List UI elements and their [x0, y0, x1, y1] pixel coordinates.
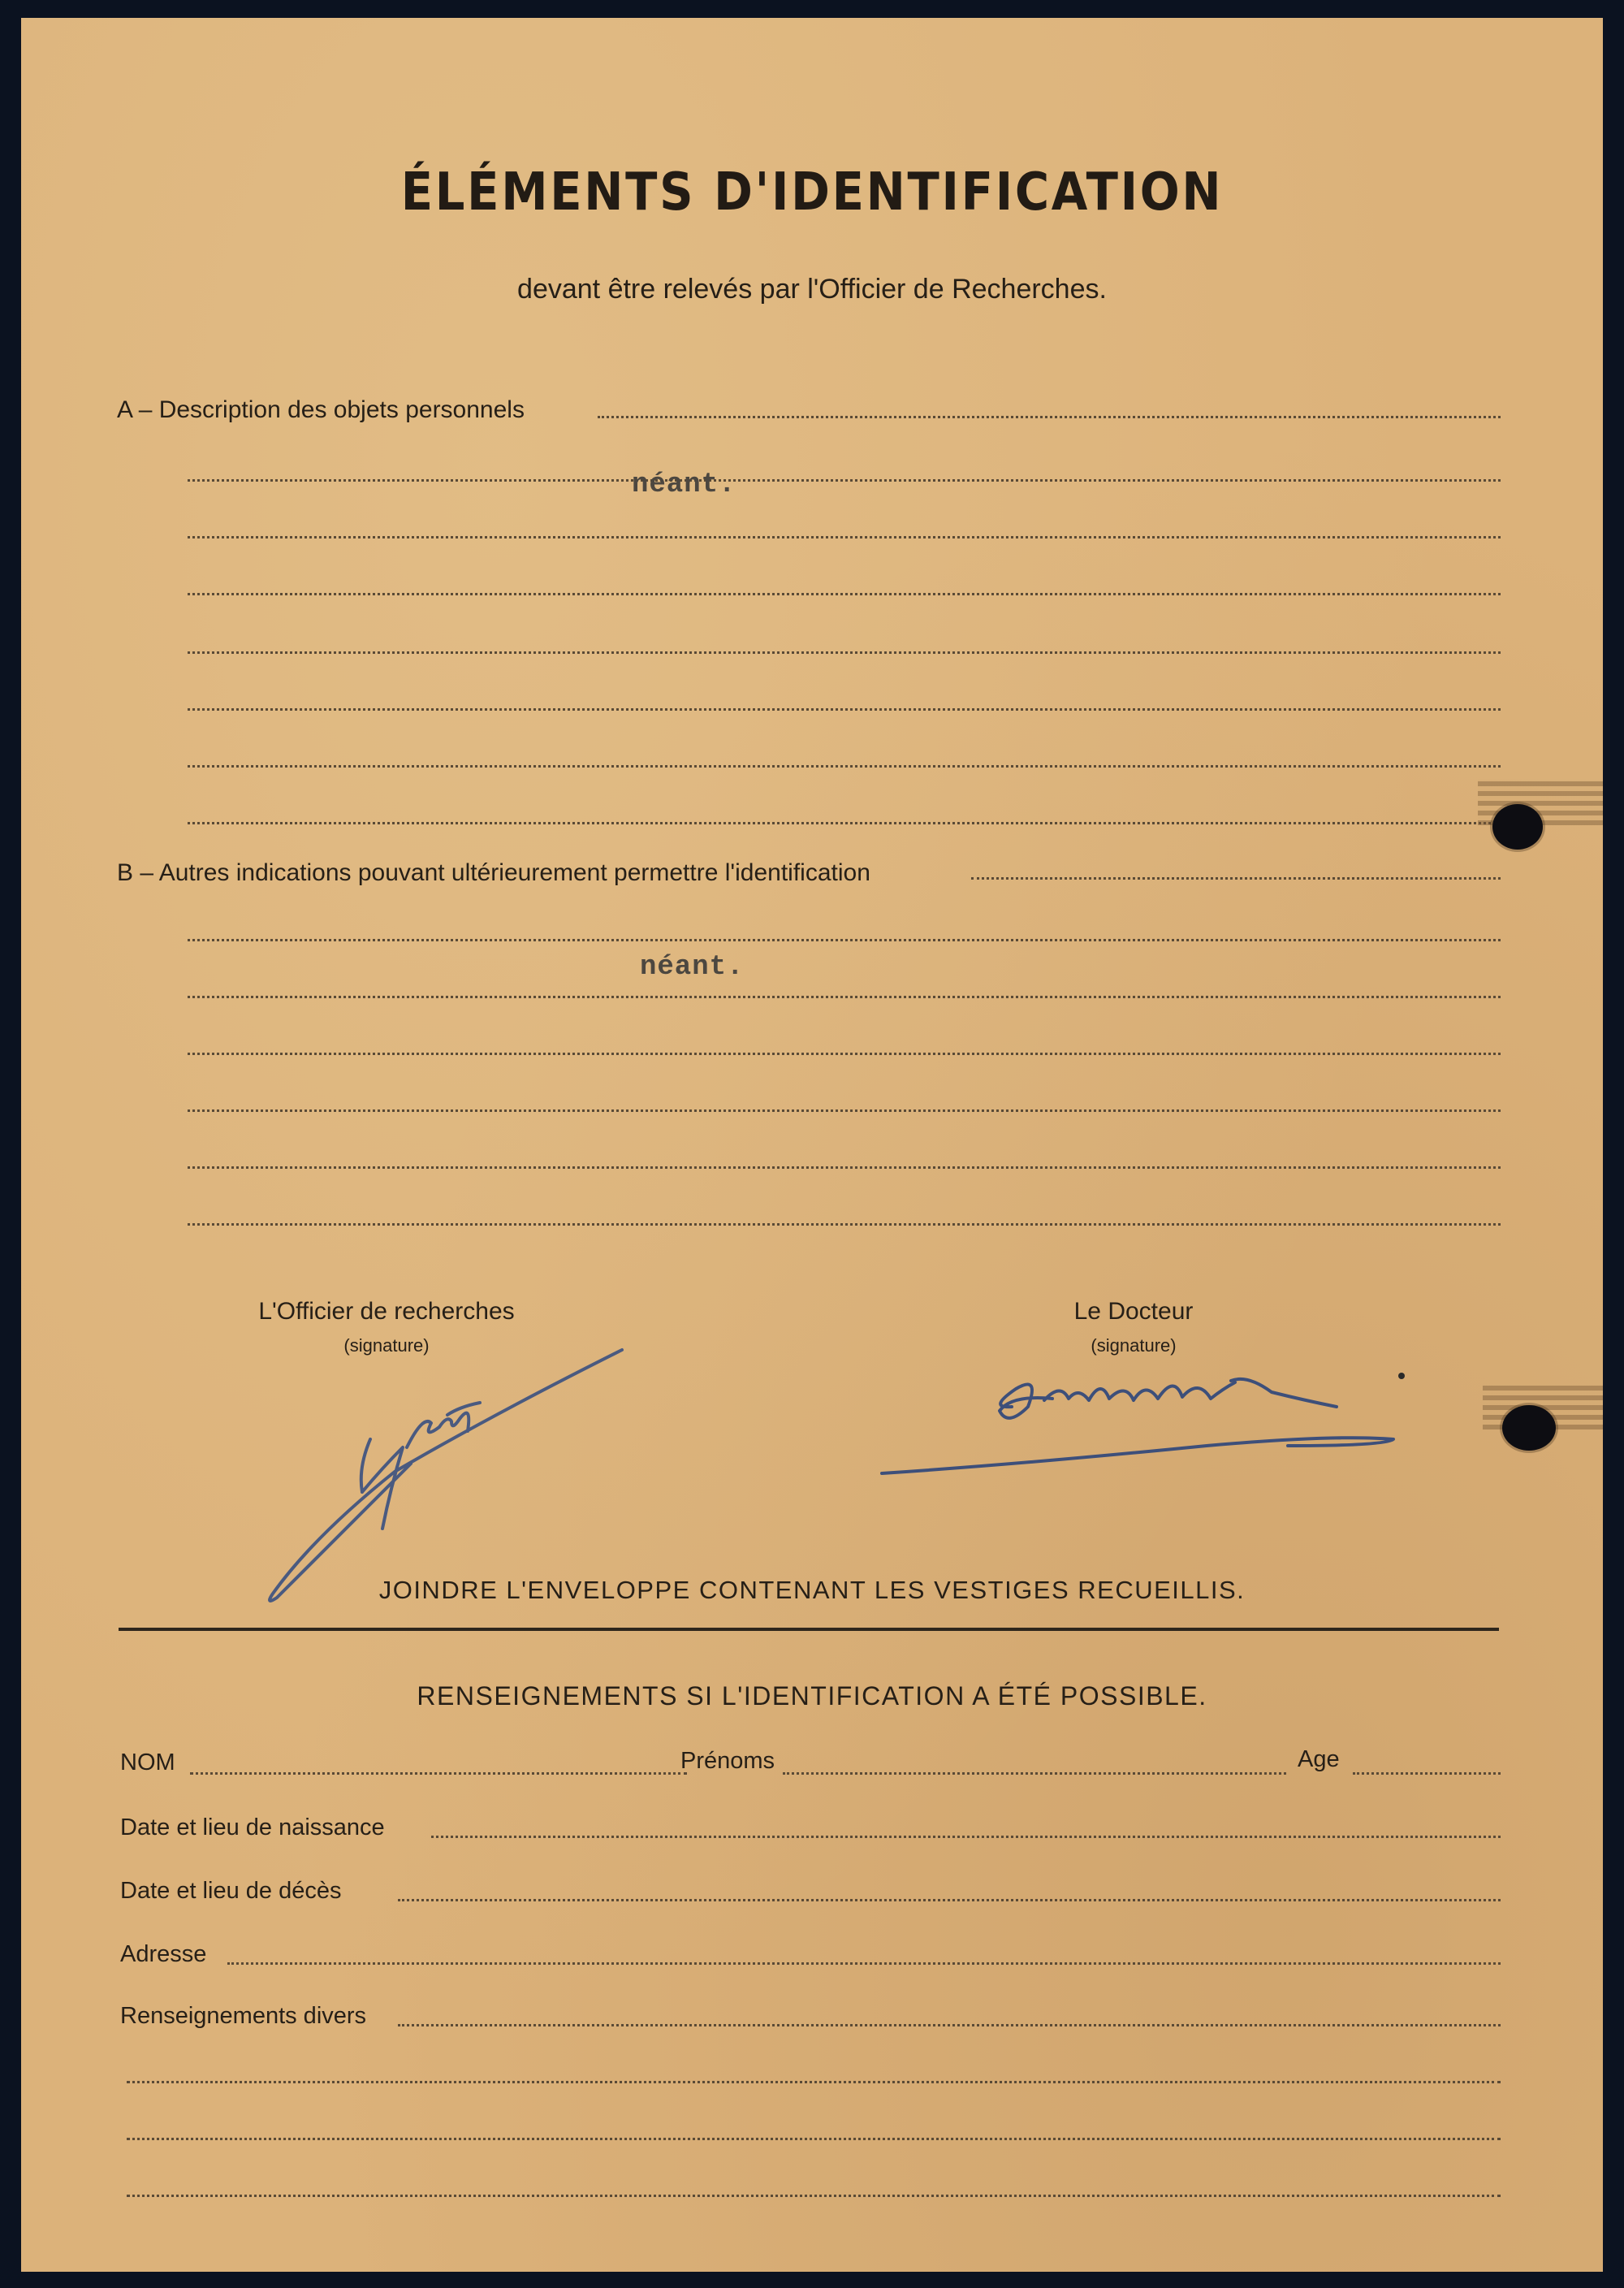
section-b-line: [188, 1223, 1501, 1226]
punch-hole: [1492, 804, 1543, 850]
section-b-label: B – Autres indications pouvant ultérieurement permettre l'identification: [117, 859, 870, 886]
section-b-line: [188, 939, 1501, 941]
section-a-line: [188, 765, 1501, 768]
section-b-line: [188, 1109, 1501, 1112]
section-a-line: [188, 708, 1501, 711]
form-page: [21, 18, 1603, 2272]
prenoms-label: Prénoms: [680, 1748, 775, 1774]
form-title: ÉLÉMENTS D'IDENTIFICATION: [400, 162, 1224, 223]
form-subtitle: devant être relevés par l'Officier de Recherches.: [517, 274, 1107, 305]
doctor-signature-sub: (signature): [1091, 1335, 1177, 1356]
divers-line: [127, 2138, 1501, 2140]
nom-label: NOM: [120, 1750, 175, 1775]
doctor-signature: [866, 1350, 1434, 1496]
adresse-label: Adresse: [120, 1941, 207, 1967]
enclosure-instruction: JOINDRE L'ENVELOPPE CONTENANT LES VESTIGES RECUEILLIS.: [378, 1576, 1246, 1604]
section-a-line: [188, 479, 1501, 482]
section-b-line: [971, 877, 1501, 880]
prenoms-line: [783, 1772, 1286, 1775]
section-a-line: [188, 822, 1501, 824]
doctor-signature-label: Le Docteur: [1073, 1298, 1194, 1325]
punch-hole: [1502, 1405, 1556, 1451]
section-b-line: [188, 1166, 1501, 1169]
section-a-label: A – Description des objets personnels: [117, 396, 525, 423]
officer-signature-label: L'Officier de recherches: [258, 1298, 515, 1325]
section-a-line: [188, 593, 1501, 595]
section-a-entry: néant.: [632, 469, 736, 500]
section-a-line: [188, 651, 1501, 654]
divers-line: [127, 2081, 1501, 2083]
naissance-line: [431, 1836, 1501, 1838]
age-label: Age: [1298, 1746, 1340, 1772]
section-a-line: [188, 536, 1501, 538]
nom-line: [190, 1772, 687, 1775]
section-a-line: [598, 416, 1501, 418]
deces-line: [398, 1899, 1501, 1901]
naissance-label: Date et lieu de naissance: [120, 1814, 385, 1840]
age-line: [1353, 1772, 1501, 1775]
deces-label: Date et lieu de décès: [120, 1878, 342, 1904]
adresse-line: [227, 1962, 1501, 1965]
divers-line: [127, 2195, 1501, 2197]
section-b-line: [188, 996, 1501, 998]
officer-signature-sub: (signature): [343, 1335, 430, 1356]
section-b-entry: néant.: [640, 952, 745, 983]
section-b-line: [188, 1053, 1501, 1055]
officer-signature: [248, 1326, 638, 1618]
section-divider: [119, 1628, 1499, 1631]
divers-label: Renseignements divers: [120, 2003, 367, 2029]
divers-line: [398, 2024, 1501, 2026]
identification-heading: RENSEIGNEMENTS SI L'IDENTIFICATION A ÉTÉ POSSIBLE.: [417, 1681, 1207, 1711]
